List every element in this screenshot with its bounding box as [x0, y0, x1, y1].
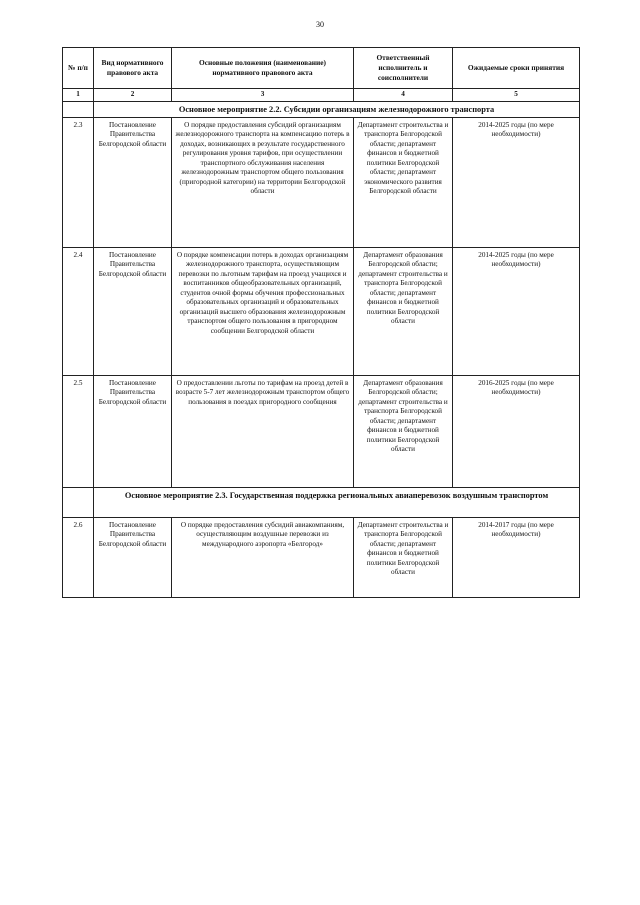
terms: 2014-2025 годы (по мере необходимости)	[453, 117, 580, 247]
row-number: 2.5	[63, 375, 94, 487]
row-number: 2.6	[63, 517, 94, 597]
executor: Департамент образования Белгородской области; департамент строительства и транспорта Белгородской области; департамент финансов и бюджетной политики Белгородской области	[354, 247, 453, 375]
page-number: 30	[316, 20, 324, 29]
header-executor: Ответственный исполнитель и соисполнители	[354, 48, 453, 89]
column-number: 5	[453, 89, 580, 102]
section-row	[63, 101, 580, 117]
section-spacer	[63, 487, 94, 517]
executor: Департамент строительства и транспорта Белгородской области; департамент финансов и бюджетной политики Белгородской области	[354, 517, 453, 597]
table-header-row	[63, 48, 580, 89]
act-content: О порядке предоставления субсидий организациям железнодорожного транспорта на компенсацию потерь в доходах, возникающих в результате государственного регулирования уровня тарифов, при осуществлении транспортного обслуживания населения железнодорожным транспортом общего пользования (пригородной категории) на территории Белгородской области	[172, 117, 354, 247]
header-act-content: Основные положения (наименование) нормативного правового акта	[172, 48, 354, 89]
act-type: Постановление Правительства Белгородской области	[94, 117, 172, 247]
header-terms: Ожидаемые сроки принятия	[453, 48, 580, 89]
row-number: 2.3	[63, 117, 94, 247]
table-row	[63, 117, 580, 247]
executor: Департамент образования Белгородской области; департамент строительства и транспорта Белгородской области; департамент финансов и бюджетной политики Белгородской области	[354, 375, 453, 487]
terms: 2014-2017 годы (по мере необходимости)	[453, 517, 580, 597]
section-spacer	[63, 101, 94, 117]
act-content: О порядке предоставления субсидий авиакомпаниям, осуществляющим воздушные перевозки из международного аэропорта «Белгород»	[172, 517, 354, 597]
table-row	[63, 375, 580, 487]
section-row	[63, 487, 580, 517]
act-type: Постановление Правительства Белгородской области	[94, 247, 172, 375]
column-numbers-row	[63, 89, 580, 102]
executor: Департамент строительства и транспорта Белгородской области; департамент финансов и бюджетной политики Белгородской области; департамент экономического развития Белгородской области	[354, 117, 453, 247]
header-act-type: Вид нормативного правового акта	[94, 48, 172, 89]
act-type: Постановление Правительства Белгородской области	[94, 375, 172, 487]
table-row	[63, 517, 580, 597]
section-title: Основное мероприятие 2.2. Субсидии организациям железнодорожного транспорта	[94, 101, 580, 117]
act-type: Постановление Правительства Белгородской области	[94, 517, 172, 597]
act-content: О предоставлении льготы по тарифам на проезд детей в возрасте 5-7 лет железнодорожным транспортом общего пользования в поездах пригородного сообщения	[172, 375, 354, 487]
terms: 2014-2025 годы (по мере необходимости)	[453, 247, 580, 375]
column-number: 3	[172, 89, 354, 102]
header-number: № п/п	[63, 48, 94, 89]
column-number: 1	[63, 89, 94, 102]
section-title: Основное мероприятие 2.3. Государственная поддержка региональных авиаперевозок воздушным транспортом	[94, 487, 580, 517]
table-row	[63, 247, 580, 375]
terms: 2016-2025 годы (по мере необходимости)	[453, 375, 580, 487]
act-content: О порядке компенсации потерь в доходах организациям железнодорожного транспорта, осуществляющим перевозки по льготным тарифам на проезд учащихся и воспитанников общеобразовательных организаций, студентов очной формы обучения профессиональных образовательных организаций и образовательных организаций высшего образования железнодорожным транспортом общего пользования в пригородном сообщении Белгородской области	[172, 247, 354, 375]
legal-acts-table	[62, 47, 580, 598]
column-number: 4	[354, 89, 453, 102]
column-number: 2	[94, 89, 172, 102]
row-number: 2.4	[63, 247, 94, 375]
